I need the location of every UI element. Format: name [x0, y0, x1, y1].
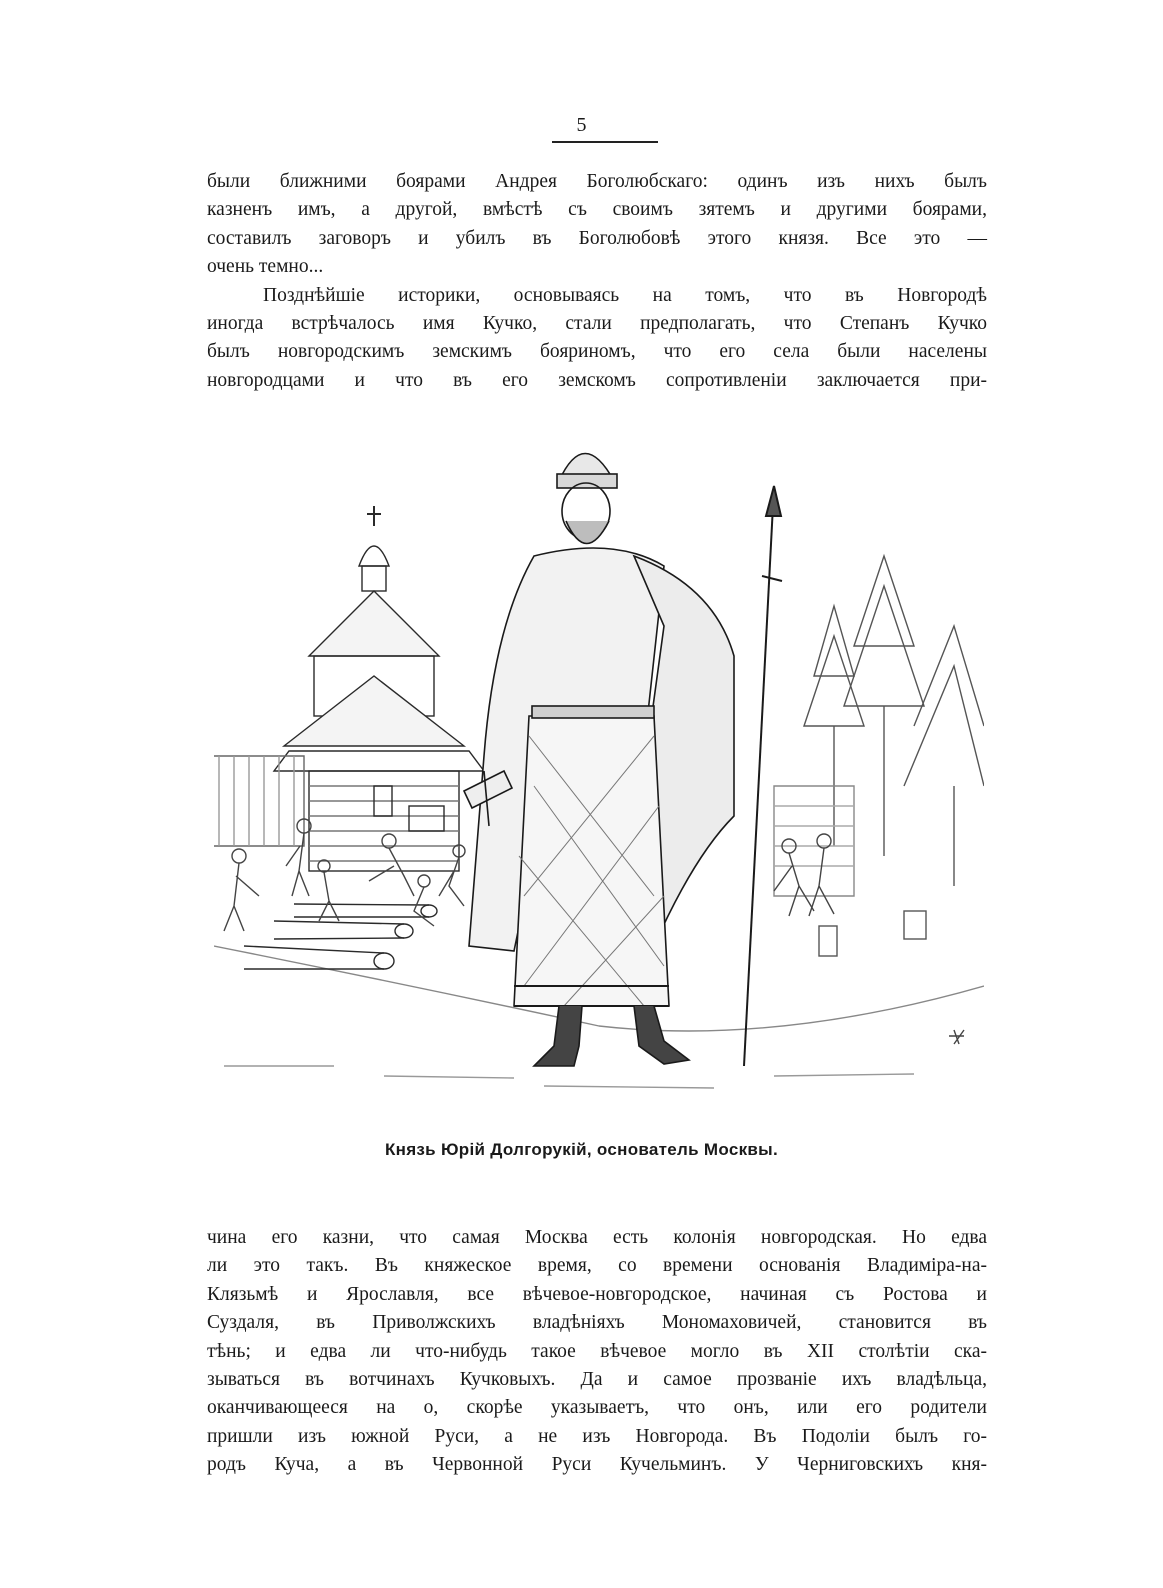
text-line: пришли изъ южной Руси, а не изъ Новгорода. Въ Подоліи былъ го-	[207, 1425, 987, 1447]
text-line: былъ новгородскимъ земскимъ бояриномъ, что его села были населены	[207, 341, 987, 363]
text-line: ли это такъ. Въ княжеское время, со времени основанія Владиміра-на-	[207, 1255, 987, 1277]
text-line: Суздаля, въ Приволжскихъ владѣніяхъ Мономаховичей, становится въ	[207, 1312, 987, 1334]
text-line: оканчивающееся на о, скорѣе указываетъ, что онъ, или его родители	[207, 1397, 987, 1419]
text-line: составилъ заговоръ и убилъ въ Боголюбовѣ этого князя. Все это —	[207, 227, 987, 249]
text-line: очень темно...	[207, 256, 324, 278]
prince-figure	[464, 454, 734, 1067]
text-line: родъ Куча, а въ Червонной Руси Кучельминъ. У Черниговскихъ кня-	[207, 1454, 987, 1476]
workers-drawing	[224, 819, 465, 931]
page-number-rule	[552, 141, 658, 143]
page-number: 5	[576, 114, 587, 136]
illustration-prince-yuri-dolgoruky	[214, 426, 984, 1106]
text-line: были ближними боярами Андрея Боголюбскаго: одинъ изъ нихъ былъ	[207, 171, 987, 192]
text-line: иногда встрѣчалось имя Кучко, стали предполагать, что Степанъ Кучко	[207, 313, 987, 335]
text-line: Позднѣйшіе историки, основываясь на томъ, что въ Новгородѣ	[263, 284, 987, 306]
text-line: зываться въ вотчинахъ Кучковыхъ. Да и самое прозваніе ихъ владѣльца,	[207, 1369, 987, 1391]
church-drawing	[274, 506, 484, 871]
text-line: тѣнь; и едва ли что-нибудь такое вѣчевое могло въ XII столѣтіи ска-	[207, 1340, 987, 1362]
top-paragraphs	[207, 168, 987, 395]
text-line: казненъ имъ, а другой, вмѣстѣ съ своимъ зятемъ и другими боярами,	[207, 199, 987, 221]
text-line: чина его казни, что самая Москва есть колонія новгородская. Но едва	[207, 1227, 987, 1248]
text-line: новгородцами и что въ его земскомъ сопротивленіи заключается при-	[207, 369, 987, 391]
text-line: Клязьмѣ и Ярославля, все вѣчевое-новгородское, начиная съ Ростова и	[207, 1283, 987, 1305]
figure-caption: Князь Юрій Долгорукій, основатель Москвы.	[384, 1140, 779, 1159]
logs-drawing	[244, 904, 437, 969]
staff-drawing	[744, 486, 782, 1066]
bottom-paragraph	[207, 1224, 987, 1480]
